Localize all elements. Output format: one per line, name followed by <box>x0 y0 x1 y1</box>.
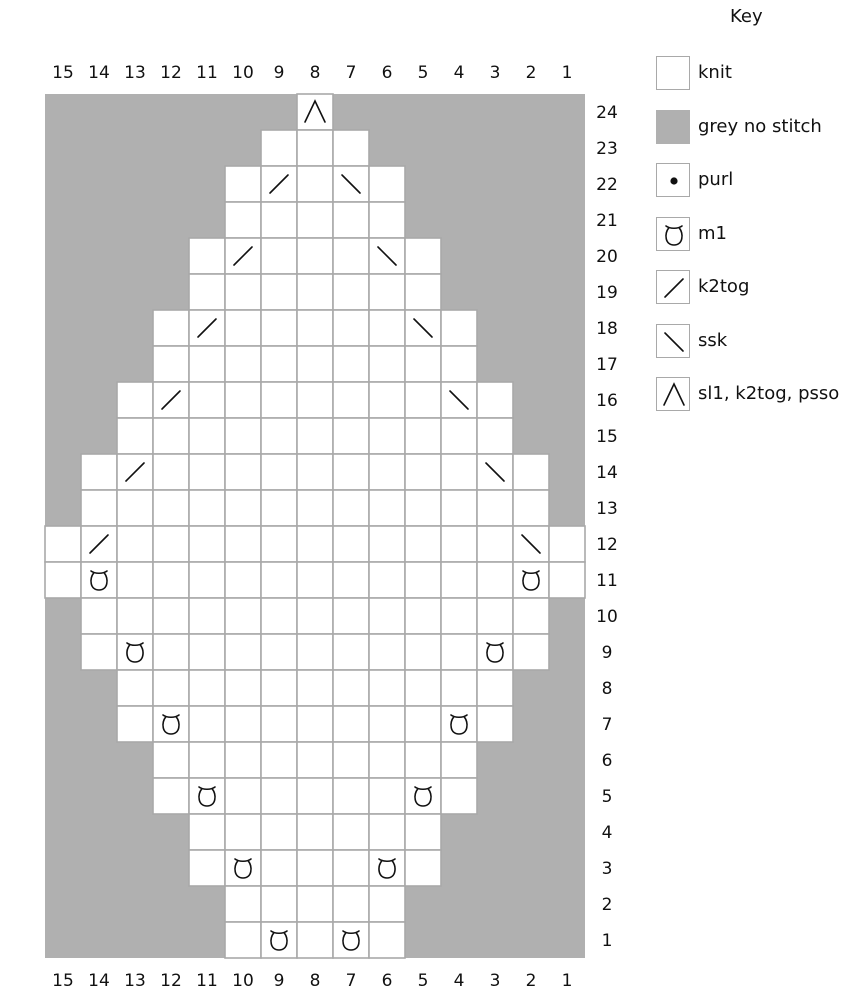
stitch-cell-knit <box>549 526 585 562</box>
stitch-cell-knit <box>297 562 333 598</box>
row-number: 6 <box>601 751 613 771</box>
stitch-cell-knit <box>441 562 477 598</box>
stitch-cell-knit <box>333 274 369 310</box>
stitch-cell-knit <box>369 562 405 598</box>
stitch-cell-knit <box>441 418 477 454</box>
stitch-cell-knit <box>225 670 261 706</box>
stitch-cell-knit <box>333 850 369 886</box>
column-number-bottom: 8 <box>309 971 321 991</box>
key-item-knit <box>656 56 846 92</box>
column-number-top: 13 <box>124 63 146 83</box>
stitch-cell-knit <box>117 526 153 562</box>
stitch-cell-knit <box>261 346 297 382</box>
stitch-cell-knit <box>297 202 333 238</box>
stitch-cell-knit <box>297 274 333 310</box>
row-number: 19 <box>596 283 618 303</box>
stitch-cell-knit <box>333 814 369 850</box>
stitch-cell-knit <box>261 706 297 742</box>
stitch-cell-knit <box>297 886 333 922</box>
stitch-cell-knit <box>225 886 261 922</box>
stitch-cell-knit <box>297 490 333 526</box>
stitch-cell-knit <box>369 706 405 742</box>
column-number-top: 15 <box>52 63 74 83</box>
stitch-cell-knit <box>225 706 261 742</box>
stitch-cell-knit <box>153 418 189 454</box>
stitch-cell-knit <box>225 202 261 238</box>
stitch-cell-knit <box>297 166 333 202</box>
stitch-cell-knit <box>369 274 405 310</box>
stitch-cell-knit <box>405 670 441 706</box>
stitch-cell-sl1-k2tog-psso <box>297 94 333 130</box>
grey-icon <box>657 111 691 145</box>
stitch-cell-knit <box>297 454 333 490</box>
stitch-cell-knit <box>369 310 405 346</box>
column-number-bottom: 6 <box>381 971 393 991</box>
stitch-cell-knit <box>333 238 369 274</box>
stitch-cell-knit <box>117 562 153 598</box>
stitch-cell-knit <box>261 886 297 922</box>
stitch-cell-m1 <box>261 922 297 958</box>
key-item-grey <box>656 110 846 146</box>
stitch-cell-knit <box>405 706 441 742</box>
stitch-cell-knit <box>117 490 153 526</box>
stitch-cell-knit <box>297 922 333 958</box>
column-number-bottom: 10 <box>232 971 254 991</box>
row-number: 14 <box>596 463 618 483</box>
stitch-cell-knit <box>369 670 405 706</box>
stitch-cell-knit <box>369 634 405 670</box>
stitch-cell-knit <box>369 742 405 778</box>
stitch-cell-knit <box>297 742 333 778</box>
stitch-cell-ssk <box>369 238 405 274</box>
stitch-cell-knit <box>477 490 513 526</box>
row-number: 24 <box>596 103 618 123</box>
stitch-cell-m1 <box>81 562 117 598</box>
stitch-cell-knit <box>405 562 441 598</box>
stitch-cell-knit <box>81 490 117 526</box>
stitch-cell-knit <box>189 634 225 670</box>
stitch-cell-knit <box>225 454 261 490</box>
stitch-cell-knit <box>297 238 333 274</box>
stitch-cell-knit <box>297 130 333 166</box>
stitch-cell-knit <box>261 778 297 814</box>
stitch-cell-ssk <box>405 310 441 346</box>
stitch-cell-knit <box>333 598 369 634</box>
stitch-cell-knit <box>333 454 369 490</box>
stitch-cell-knit <box>477 706 513 742</box>
key-item-k2tog <box>656 270 846 306</box>
stitch-cell-knit <box>441 742 477 778</box>
stitch-cell-knit <box>405 814 441 850</box>
stitch-cell-knit <box>333 562 369 598</box>
stitch-cell-knit <box>261 490 297 526</box>
column-number-top: 7 <box>345 63 357 83</box>
stitch-cell-knit <box>441 310 477 346</box>
stitch-cell-knit <box>405 274 441 310</box>
stitch-cell-m1 <box>333 922 369 958</box>
stitch-cell-knit <box>45 562 81 598</box>
stitch-cell-m1 <box>441 706 477 742</box>
stitch-cell-knit <box>333 886 369 922</box>
stitch-cell-knit <box>261 274 297 310</box>
stitch-cell-knit <box>261 526 297 562</box>
row-number: 10 <box>596 607 618 627</box>
stitch-cell-knit <box>189 238 225 274</box>
column-number-bottom: 11 <box>196 971 218 991</box>
row-number: 16 <box>596 391 618 411</box>
stitch-cell-knit <box>297 346 333 382</box>
stitch-cell-knit <box>189 346 225 382</box>
stitch-cell-m1 <box>153 706 189 742</box>
row-number: 20 <box>596 247 618 267</box>
row-number: 3 <box>601 859 613 879</box>
stitch-cell-knit <box>477 418 513 454</box>
stitch-cell-knit <box>117 670 153 706</box>
row-number: 1 <box>601 931 613 951</box>
stitch-cell-ssk <box>477 454 513 490</box>
stitch-cell-knit <box>153 526 189 562</box>
stitch-cell-m1 <box>477 634 513 670</box>
stitch-cell-knit <box>297 670 333 706</box>
stitch-cell-knit <box>261 850 297 886</box>
stitch-cell-knit <box>441 490 477 526</box>
stitch-cell-knit <box>477 562 513 598</box>
stitch-cell-knit <box>261 634 297 670</box>
stitch-cell-knit <box>297 598 333 634</box>
stitch-cell-k2tog <box>189 310 225 346</box>
column-number-top: 10 <box>232 63 254 83</box>
stitch-cell-knit <box>225 598 261 634</box>
row-number: 5 <box>601 787 613 807</box>
stitch-cell-knit <box>297 418 333 454</box>
stitch-cell-knit <box>117 706 153 742</box>
key-swatch-purl <box>656 163 690 197</box>
stitch-cell-k2tog <box>225 238 261 274</box>
key-swatch-knit <box>656 56 690 90</box>
stitch-cell-knit <box>189 562 225 598</box>
stitch-cell-knit <box>369 598 405 634</box>
column-number-top: 14 <box>88 63 110 83</box>
stitch-cell-knit <box>297 634 333 670</box>
stitch-cell-knit <box>513 598 549 634</box>
column-number-top: 8 <box>309 63 321 83</box>
stitch-cell-knit <box>189 382 225 418</box>
stitch-cell-knit <box>225 382 261 418</box>
row-number: 22 <box>596 175 618 195</box>
stitch-cell-knit <box>333 526 369 562</box>
stitch-cell-knit <box>477 382 513 418</box>
stitch-cell-knit <box>225 634 261 670</box>
key-swatch-sl1k2togpsso <box>656 377 690 411</box>
stitch-cell-knit <box>153 310 189 346</box>
stitch-cell-knit <box>333 310 369 346</box>
stitch-cell-knit <box>333 418 369 454</box>
column-number-bottom: 5 <box>417 971 429 991</box>
key-label: m1 <box>698 222 727 244</box>
stitch-cell-knit <box>189 742 225 778</box>
row-number: 15 <box>596 427 618 447</box>
stitch-cell-knit <box>369 490 405 526</box>
key-label: knit <box>698 62 732 83</box>
stitch-cell-knit <box>333 670 369 706</box>
stitch-cell-knit <box>333 382 369 418</box>
stitch-cell-knit <box>189 454 225 490</box>
stitch-cell-knit <box>405 598 441 634</box>
stitch-cell-knit <box>261 562 297 598</box>
stitch-cell-knit <box>189 418 225 454</box>
row-number: 11 <box>596 571 618 591</box>
stitch-cell-knit <box>297 850 333 886</box>
stitch-cell-knit <box>405 526 441 562</box>
column-number-top: 11 <box>196 63 218 83</box>
stitch-cell-knit <box>225 778 261 814</box>
m1-icon <box>657 218 691 252</box>
stitch-cell-knit <box>333 742 369 778</box>
stitch-cell-knit <box>225 418 261 454</box>
stitch-cell-k2tog <box>81 526 117 562</box>
stitch-cell-knit <box>333 706 369 742</box>
stitch-cell-knit <box>369 382 405 418</box>
column-number-top: 2 <box>525 63 537 83</box>
stitch-cell-knit <box>405 850 441 886</box>
stitch-cell-knit <box>513 454 549 490</box>
key-label: purl <box>698 169 734 190</box>
key-label: sl1, k2tog, psso <box>698 383 840 404</box>
stitch-cell-knit <box>297 814 333 850</box>
stitch-cell-knit <box>297 778 333 814</box>
stitch-cell-knit <box>369 454 405 490</box>
stitch-cell-knit <box>477 670 513 706</box>
stitch-cell-knit <box>225 310 261 346</box>
stitch-cell-knit <box>369 814 405 850</box>
stitch-cell-knit <box>189 850 225 886</box>
stitch-cell-knit <box>405 490 441 526</box>
stitch-cell-knit <box>189 526 225 562</box>
key-item-purl <box>656 163 846 199</box>
key-item-ssk <box>656 324 846 360</box>
column-number-bottom: 9 <box>273 971 285 991</box>
stitch-cell-knit <box>225 274 261 310</box>
column-number-top: 4 <box>453 63 465 83</box>
stitch-cell-knit <box>153 562 189 598</box>
row-number: 21 <box>596 211 618 231</box>
stitch-cell-knit <box>333 778 369 814</box>
stitch-cell-m1 <box>117 634 153 670</box>
knit-icon <box>657 57 691 91</box>
stitch-cell-knit <box>261 742 297 778</box>
stitch-cell-knit <box>153 670 189 706</box>
stitch-cell-knit <box>477 598 513 634</box>
stitch-cell-knit <box>405 454 441 490</box>
ssk-icon <box>657 325 691 359</box>
stitch-cell-knit <box>189 274 225 310</box>
key-swatch-m1 <box>656 217 690 251</box>
column-number-bottom: 3 <box>489 971 501 991</box>
stitch-cell-knit <box>405 238 441 274</box>
stitch-cell-knit <box>225 490 261 526</box>
column-number-bottom: 2 <box>525 971 537 991</box>
stitch-cell-knit <box>441 526 477 562</box>
column-number-bottom: 7 <box>345 971 357 991</box>
stitch-cell-knit <box>333 130 369 166</box>
row-number: 23 <box>596 139 618 159</box>
row-number: 8 <box>601 679 613 699</box>
stitch-cell-m1 <box>369 850 405 886</box>
row-number: 18 <box>596 319 618 339</box>
stitch-cell-knit <box>405 346 441 382</box>
stitch-cell-knit <box>117 418 153 454</box>
stitch-cell-knit <box>153 634 189 670</box>
stitch-cell-knit <box>333 202 369 238</box>
stitch-cell-knit <box>81 634 117 670</box>
stitch-cell-knit <box>477 526 513 562</box>
stitch-cell-knit <box>549 562 585 598</box>
column-number-top: 1 <box>561 63 573 83</box>
key-label: k2tog <box>698 276 750 297</box>
key-item-sl1k2togpsso <box>656 377 846 413</box>
stitch-cell-k2tog <box>153 382 189 418</box>
column-number-top: 12 <box>160 63 182 83</box>
row-number: 17 <box>596 355 618 375</box>
stitch-cell-knit <box>297 526 333 562</box>
row-number: 7 <box>601 715 613 735</box>
stitch-cell-knit <box>81 598 117 634</box>
stitch-cell-knit <box>369 202 405 238</box>
stitch-cell-knit <box>297 382 333 418</box>
stitch-cell-knit <box>333 634 369 670</box>
stitch-cell-knit <box>297 706 333 742</box>
row-number: 13 <box>596 499 618 519</box>
stitch-cell-knit <box>225 526 261 562</box>
stitch-cell-knit <box>189 670 225 706</box>
stitch-cell-knit <box>441 346 477 382</box>
stitch-cell-k2tog <box>261 166 297 202</box>
stitch-cell-knit <box>225 562 261 598</box>
column-number-bottom: 12 <box>160 971 182 991</box>
stitch-cell-knit <box>261 814 297 850</box>
stitch-cell-knit <box>297 310 333 346</box>
key-swatch-k2tog <box>656 270 690 304</box>
column-number-bottom: 14 <box>88 971 110 991</box>
column-number-bottom: 1 <box>561 971 573 991</box>
stitch-cell-knit <box>261 418 297 454</box>
stitch-cell-knit <box>369 922 405 958</box>
stitch-cell-knit <box>45 526 81 562</box>
key-swatch-ssk <box>656 324 690 358</box>
stitch-cell-knit <box>441 670 477 706</box>
stitch-cell-knit <box>225 814 261 850</box>
stitch-cell-knit <box>261 130 297 166</box>
column-number-bottom: 15 <box>52 971 74 991</box>
stitch-cell-knit <box>405 382 441 418</box>
stitch-cell-knit <box>117 382 153 418</box>
stitch-cell-knit <box>441 598 477 634</box>
stitch-cell-knit <box>261 238 297 274</box>
stitch-cell-knit <box>333 346 369 382</box>
stitch-cell-knit <box>369 526 405 562</box>
stitch-cell-knit <box>225 166 261 202</box>
stitch-cell-k2tog <box>117 454 153 490</box>
stitch-cell-knit <box>369 346 405 382</box>
stitch-cell-knit <box>405 418 441 454</box>
stitch-cell-knit <box>513 634 549 670</box>
stitch-cell-m1 <box>513 562 549 598</box>
key-label: grey no stitch <box>698 115 822 137</box>
stitch-cell-ssk <box>333 166 369 202</box>
column-number-top: 5 <box>417 63 429 83</box>
stitch-cell-knit <box>261 202 297 238</box>
row-number: 9 <box>601 643 613 663</box>
stitch-cell-knit <box>441 454 477 490</box>
stitch-cell-m1 <box>225 850 261 886</box>
stitch-cell-knit <box>153 490 189 526</box>
column-number-top: 3 <box>489 63 501 83</box>
stitch-cell-knit <box>117 598 153 634</box>
key-title: Key <box>730 6 763 27</box>
column-number-top: 6 <box>381 63 393 83</box>
stitch-cell-knit <box>513 490 549 526</box>
stitch-cell-knit <box>405 634 441 670</box>
row-number: 4 <box>601 823 613 843</box>
stitch-cell-m1 <box>189 778 225 814</box>
stitch-cell-knit <box>153 454 189 490</box>
column-number-bottom: 13 <box>124 971 146 991</box>
stitch-cell-knit <box>189 490 225 526</box>
stitch-cell-knit <box>369 886 405 922</box>
stitch-cell-knit <box>189 598 225 634</box>
stitch-cell-knit <box>153 598 189 634</box>
stitch-cell-knit <box>261 598 297 634</box>
stitch-cell-knit <box>261 670 297 706</box>
stitch-cell-knit <box>441 778 477 814</box>
stitch-cell-knit <box>153 742 189 778</box>
stitch-cell-knit <box>369 778 405 814</box>
stitch-cell-ssk <box>441 382 477 418</box>
stitch-cell-knit <box>153 346 189 382</box>
stitch-cell-knit <box>261 454 297 490</box>
stitch-cell-m1 <box>405 778 441 814</box>
stitch-cell-knit <box>153 778 189 814</box>
stitch-cell-knit <box>189 706 225 742</box>
key-label: ssk <box>698 329 728 351</box>
stitch-cell-knit <box>81 454 117 490</box>
key-item-m1 <box>656 217 846 253</box>
stitch-cell-knit <box>261 382 297 418</box>
stitch-cell-knit <box>405 742 441 778</box>
column-number-bottom: 4 <box>453 971 465 991</box>
stitch-cell-knit <box>225 922 261 958</box>
row-number: 2 <box>601 895 613 915</box>
purl-icon <box>657 164 691 198</box>
stitch-cell-knit <box>189 814 225 850</box>
key-swatch-grey <box>656 110 690 144</box>
stitch-cell-knit <box>261 310 297 346</box>
k2tog-icon <box>657 271 691 305</box>
stitch-cell-ssk <box>513 526 549 562</box>
sl1k2togpsso-icon <box>657 378 691 412</box>
stitch-cell-knit <box>369 418 405 454</box>
stitch-cell-knit <box>441 634 477 670</box>
stitch-cell-knit <box>333 490 369 526</box>
stitch-cell-knit <box>225 346 261 382</box>
row-number: 12 <box>596 535 618 555</box>
stitch-cell-knit <box>369 166 405 202</box>
column-number-top: 9 <box>273 63 285 83</box>
stitch-cell-knit <box>225 742 261 778</box>
